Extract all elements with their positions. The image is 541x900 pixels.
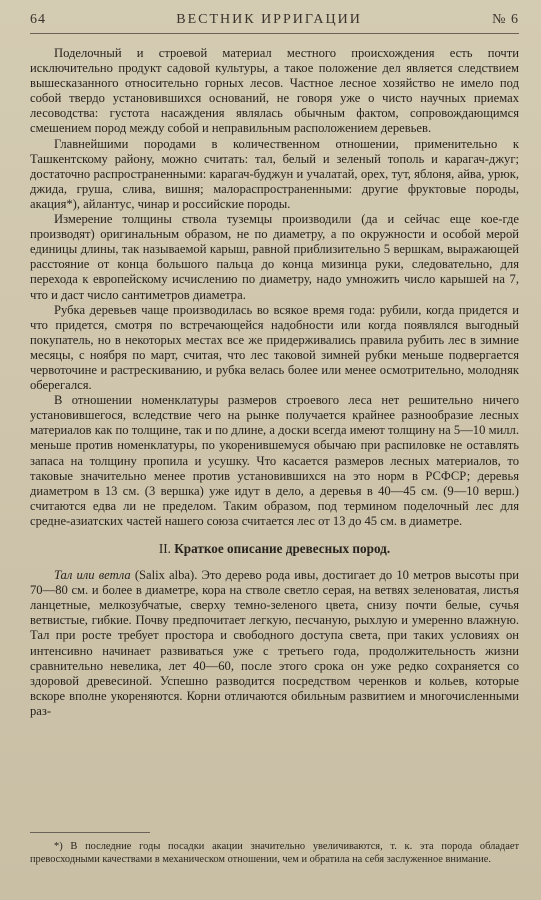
issue-number: № 6 — [492, 12, 519, 27]
paragraph: Поделочный и строевой материал местного происхождения есть почти исключительно продукт садовой культуры, а такое положение дел является следствием вышесказанного относительно горных лесов. Частное лесное хозяйство не имело под собой твердо установившихся оснований, не говоря уже о чисто научных приемах лесоводства: густота насаждения являлась обычным фактом, сопровождающимся смешением пород между собой и неправильным расположением деревьев. — [30, 46, 519, 136]
paragraph: В отношении номенклатуры размеров строевого леса нет решительно ничего установившегося, вследствие чего на рынке получается крайнее разнообразие лесных материалов как по толщине, так и по длине, а доски всегда имеют толщину на 5—10 милл. меньше против номенклатуры, по укоренившемуся обычаю при распиловке не оставлять запаса на толщину пропила и усушку. Что касается размеров лесных материалов, то таковые значительно менее против установившихся на это норм в РСФСР; деревья диаметром в 13 см. (3 вершка) уже идут в дело, а деревья в 40—45 см. (9—10 верш.) считаются едва ли не пределом. Таким образом, под термином поделочный лес для средне-азиатских частей нашего союза считается лес от 13 до 45 см. в диаметре. — [30, 393, 519, 528]
page-number: 64 — [30, 12, 46, 27]
footnote-text: *) В последние годы посадки акации значительно увеличиваются, т. к. эта порода обладает превосходными качествами в механическом отношении, чем и обратила на себя заслуженное внимание. — [30, 841, 519, 866]
paragraph: Главнейшими породами в количественном отношении, применительно к Ташкентскому району, можно считать: тал, белый и зеленый тополь и карагач-джуг; достаточно распространенными: карагач-буджун и учалатай, орех, тут, яблоня, айва, урюк, джида, груша, слива, вишня; малораспространенными: другие фруктовые породы, акация*), айлантус, чинар и российские породы. — [30, 136, 519, 211]
footnote — [30, 840, 519, 867]
footnote-divider — [30, 832, 150, 833]
species-latin: (Salix alba). — [134, 568, 198, 583]
article-body — [30, 46, 519, 719]
paragraph: Рубка деревьев чаще производилась во всякое время года: рубили, когда придется и что придется, смотря по встречающейся надобности или когда появлялся выгодный покупатель, но в некоторых местах все же придерживались правила рубить лес в зимние месяцы, с ноября по март, считая, что лес таковой зимней рубки меньше подвергается червоточине и растрескиванию, и рубка велась более или менее осмотрительно, молодняк оберегался. — [30, 302, 519, 393]
section-title: Краткое описание древесных пород. — [174, 541, 391, 556]
species-text: Это дерево рода ивы, достигает до 10 метров высоты при 70—80 см. и более в диаметре, кора на стволе светло серая, на ветвях зеленоватая, листья ланцетные, мелкозубчатые, сверху темно-зеленого цвета, снизу почти белые, сучья ветвистые, гибкие. Почву предпочитает легкую, песчаную, рыхлую и умеренно влажную. Тал при росте требует простора и свободного доступа света, при таких условиях он интенсивно начинает развиваться уже с третьего года, продолжительность жизни сравнительно невелика, лет 40—60, после этого срока он уже редко сохраняется со здоровой древесиной. Успешно разводится посредством черенков и кольев, которые вскоре вполне укореняются. Корни отличаются обильным развитием и многочисленными раз- — [30, 568, 519, 718]
section-heading — [30, 541, 519, 556]
paragraph: Измерение толщины ствола туземцы производили (да и сейчас еще кое-где производят) оригинальным образом, не по диаметру, а по окружности и особой мерой единицы длины, так называемой карыш, равной приблизительно 5 вершкам, выражающей расстояние от конца большого пальца до конца мизинца руки, следовательно, для перехода к европейскому исчислению по диаметру, надо умножить число карышей на 7, что и даст число сантиметров диаметра. — [30, 212, 519, 302]
species-name: Тал или ветла — [54, 568, 131, 583]
section-number: II. — [158, 541, 171, 556]
page-header — [30, 12, 519, 34]
journal-title: ВЕСТНИК ИРРИГАЦИИ — [176, 12, 362, 27]
species-paragraph — [30, 568, 519, 719]
